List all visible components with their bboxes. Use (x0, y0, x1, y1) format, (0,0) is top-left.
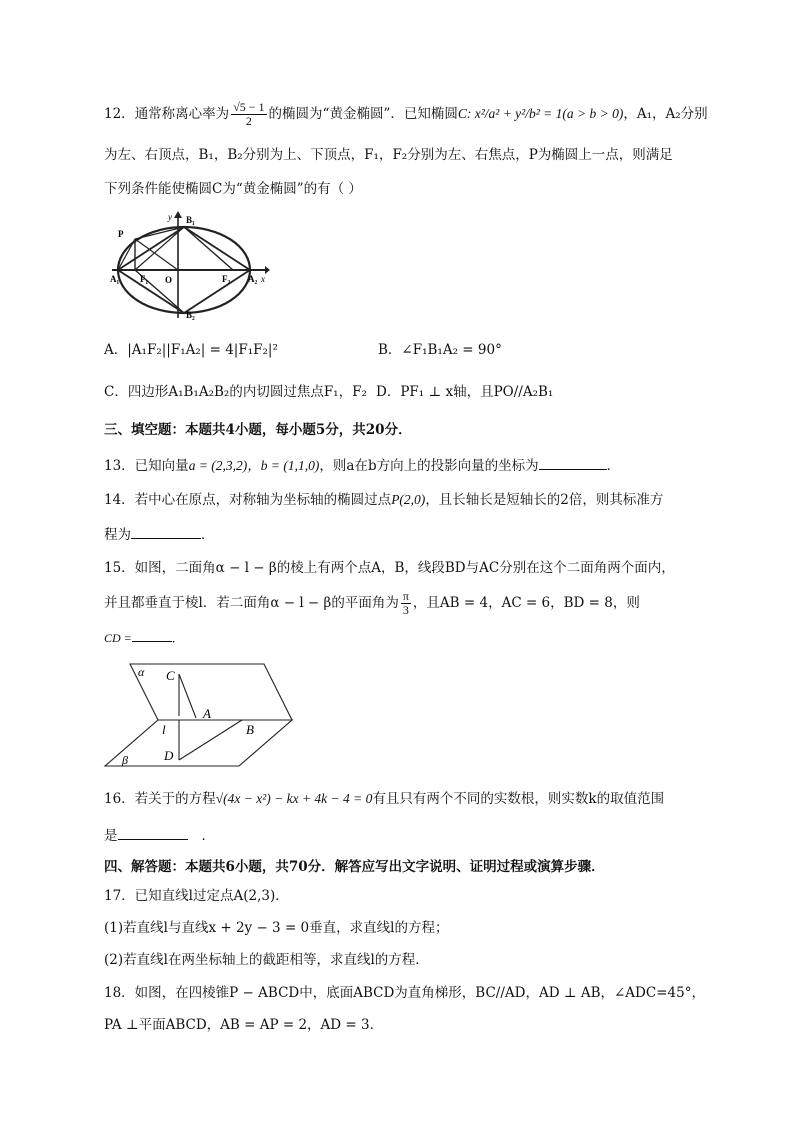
label-alpha: α (138, 665, 145, 679)
q16-equation: √(4x − x²) − kx + 4k − 4 = 0 (215, 791, 373, 806)
y-axis-arrow (174, 211, 182, 218)
label-O: O (165, 275, 173, 285)
label-B2: B₂ (186, 310, 195, 320)
q15-line3: CD = ． (104, 631, 184, 645)
q18-line2: PA ⊥平面ABCD，AB = AP = 2，AD = 3． (104, 1017, 384, 1033)
label-A: A (203, 706, 211, 721)
q12-line2: 为左、右顶点，B₁，B₂分别为上、下顶点，F₁，F₂分别为左、右焦点，P为椭圆上一点，则满足 (104, 147, 673, 163)
label-A2: A₂ (248, 274, 258, 284)
q15-answer-blank (132, 629, 172, 642)
q13-answer-blank (539, 455, 607, 470)
q14-point: P(2,0) (391, 492, 426, 507)
label-beta: β (122, 753, 128, 767)
q12-line3: 下列条件能使椭圆C为“黄金椭圆”的有（ ） (104, 181, 362, 197)
plane-beta (105, 720, 292, 766)
label-P: P (118, 229, 124, 239)
section-4-heading: 四、解答题：本题共6小题，共70分．解答应写出文字说明、证明过程或演算步骤． (104, 859, 605, 875)
q14-answer-blank (131, 524, 201, 539)
q15-line2: 并且都垂直于棱l．若二面角α − l − β的平面角为 $\frac{\pi}{3}$ ，且AB = 4，AC = 6，BD = 8，则 (104, 589, 640, 617)
dihedral-figure (100, 660, 300, 770)
label-x: x (261, 274, 265, 284)
plane-alpha (130, 664, 292, 720)
label-y: y (168, 212, 172, 222)
segment-B1F2 (184, 227, 233, 270)
label-B: B (246, 722, 254, 737)
q14-line1: 14．若中心在原点，对称轴为坐标轴的椭圆过点P(2,0)，且长轴长是短轴长的2倍，则其标准方 (104, 492, 664, 508)
label-F2: F₂ (222, 274, 231, 284)
q13-vectors: a = (2,3,2)，b = (1,1,0) (188, 458, 320, 473)
option-D: D．PF₁ ⊥ x轴，且PO//A₂B₁ (376, 384, 554, 400)
segment-DB (179, 720, 242, 760)
section-3-heading: 三、填空题：本题共4小题，每小题5分，共20分． (104, 422, 412, 438)
label-D: D (164, 748, 174, 763)
q12-line1 (104, 101, 708, 128)
q17-sub2: (2)若直线l在两坐标轴上的截距相等，求直线l的方程． (104, 952, 429, 968)
golden-ratio-fraction: $\frac{√5 - 1}{2}$ (233, 100, 265, 128)
option-B: B．∠F₁B₁A₂ = 90° (378, 342, 502, 358)
q13-line: 13．已知向量a = (2,3,2)，b = (1,1,0)，则a在b方向上的投影向量的坐标为 ． (104, 455, 620, 476)
q16-line1: 16．若关于的方程√(4x − x²) − kx + 4k − 4 = 0有且只有两个不同的实数根，则实数k的取值范围 (104, 791, 665, 807)
q12-text: 通常称离心率为 (134, 106, 230, 122)
q17-line1: 17．已知直线l过定点A(2,3)． (104, 888, 289, 904)
q18-line1: 18．如图，在四棱锥P − ABCD中，底面ABCD为直角梯形，BC//AD，AD ⊥ AB，∠ADC=45°， (104, 985, 705, 1001)
q17-sub1: (1)若直线l与直线x + 2y − 3 = 0垂直，求直线l的方程； (104, 920, 449, 936)
label-l: l (162, 722, 166, 737)
q12-text-c: ，A₁，A₂分别 (623, 106, 708, 122)
q14-line2: 程为 ． (104, 524, 215, 545)
q16-answer-blank (118, 825, 188, 840)
option-A: A．|A₁F₂||F₁A₂| = 4|F₁F₂|² (104, 342, 278, 358)
x-axis-arrow (265, 266, 270, 274)
ellipse-figure (110, 210, 270, 320)
q12-text-b: 的椭圆为“黄金椭圆”．已知椭圆 (268, 106, 458, 122)
label-C: C (166, 668, 175, 683)
q15-line1: 15．如图，二面角α − l − β的棱上有两个点A，B，线段BD与AC分别在这个二面角两个面内， (104, 560, 675, 576)
ellipse-equation: C: x²/a² + y²/b² = 1(a > b > 0) (457, 106, 624, 121)
q16-line2: 是 ． (104, 825, 215, 846)
q12-number: 12． (104, 106, 135, 122)
label-B1: B₁ (186, 215, 195, 225)
label-F1: F₁ (140, 274, 149, 284)
segment-CB (179, 674, 196, 718)
option-C: C．四边形A₁B₁A₂B₂的内切圆过焦点F₁，F₂ (104, 384, 367, 400)
angle-fraction: $\frac{\pi}{3}$ (402, 589, 409, 617)
label-A1: A₁ (110, 274, 120, 284)
